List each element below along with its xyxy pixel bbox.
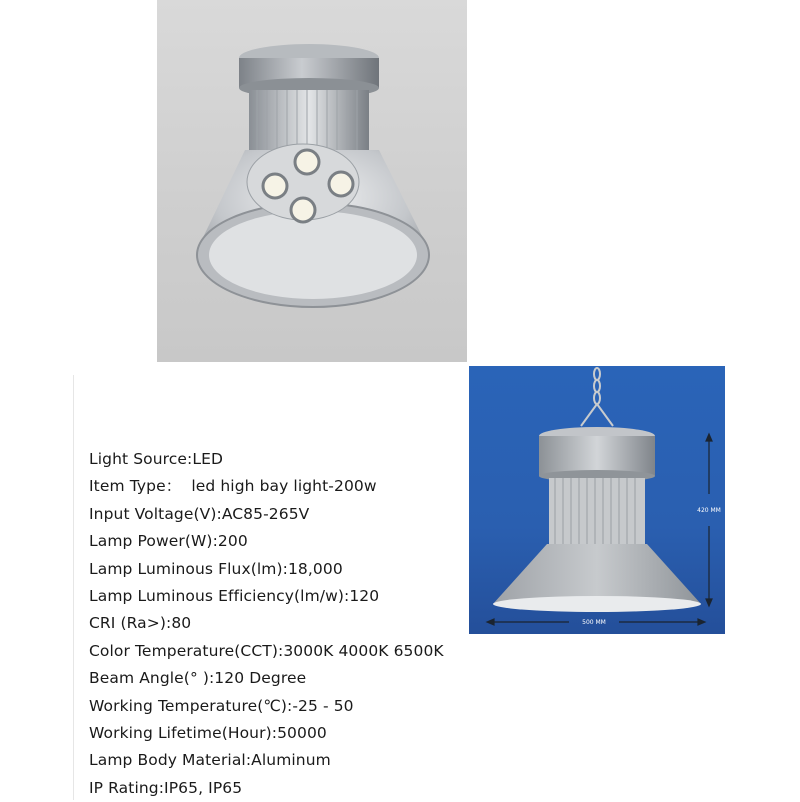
- spec-label: Item Type：: [89, 477, 182, 496]
- spec-row: [89, 473, 489, 500]
- spec-value: AC85-265V: [221, 504, 310, 523]
- spec-value: led high bay light-200w: [181, 477, 377, 496]
- spec-label: Lamp Power(W):: [89, 532, 218, 551]
- spec-row: [89, 775, 489, 802]
- spec-label: Working Temperature(℃):: [89, 696, 293, 715]
- spec-row: [89, 638, 489, 665]
- spec-value: 50000: [277, 723, 327, 742]
- product-photo: [157, 0, 467, 362]
- spec-label: IP Rating:: [89, 778, 165, 797]
- width-dimension-label: 500 MM: [582, 619, 606, 626]
- spec-list: [89, 446, 489, 802]
- spec-row: [89, 610, 489, 637]
- spec-row: [89, 446, 489, 473]
- spec-value: 200: [217, 532, 248, 551]
- spec-value: 3000K 4000K 6500K: [283, 641, 444, 660]
- spec-value: IP65, IP65: [164, 778, 243, 797]
- spec-row: [89, 720, 489, 747]
- spec-value: 80: [171, 614, 192, 633]
- spec-row: [89, 747, 489, 774]
- spec-value: 120: [349, 586, 380, 605]
- divider-line: [73, 375, 74, 800]
- dimension-drawing: [469, 366, 725, 634]
- spec-row: [89, 665, 489, 692]
- spec-label: CRI (Ra>):: [89, 614, 172, 633]
- spec-value: 18,000: [287, 559, 343, 578]
- spec-label: Working Lifetime(Hour):: [89, 723, 278, 742]
- spec-label: Lamp Body Material:: [89, 751, 252, 770]
- spec-row: [89, 528, 489, 555]
- high-bay-light-illustration: [157, 0, 467, 362]
- spec-row: [89, 693, 489, 720]
- spec-row: [89, 556, 489, 583]
- spec-row: [89, 583, 489, 610]
- spec-label: Beam Angle(° ):: [89, 669, 215, 688]
- spec-label: Lamp Luminous Flux(lm):: [89, 559, 288, 578]
- spec-value: -25 - 50: [292, 696, 354, 715]
- spec-label: Lamp Luminous Efficiency(lm/w):: [89, 586, 350, 605]
- spec-value: Aluminum: [251, 751, 331, 770]
- spec-label: Input Voltage(V):: [89, 504, 222, 523]
- spec-label: Color Temperature(CCT):: [89, 641, 284, 660]
- spec-value: 120 Degree: [214, 669, 307, 688]
- spec-label: Light Source:: [89, 450, 193, 468]
- spec-value: LED: [192, 450, 224, 468]
- dimension-illustration: [469, 366, 725, 634]
- spec-row: [89, 501, 489, 528]
- height-dimension-label: 420 MM: [697, 507, 721, 514]
